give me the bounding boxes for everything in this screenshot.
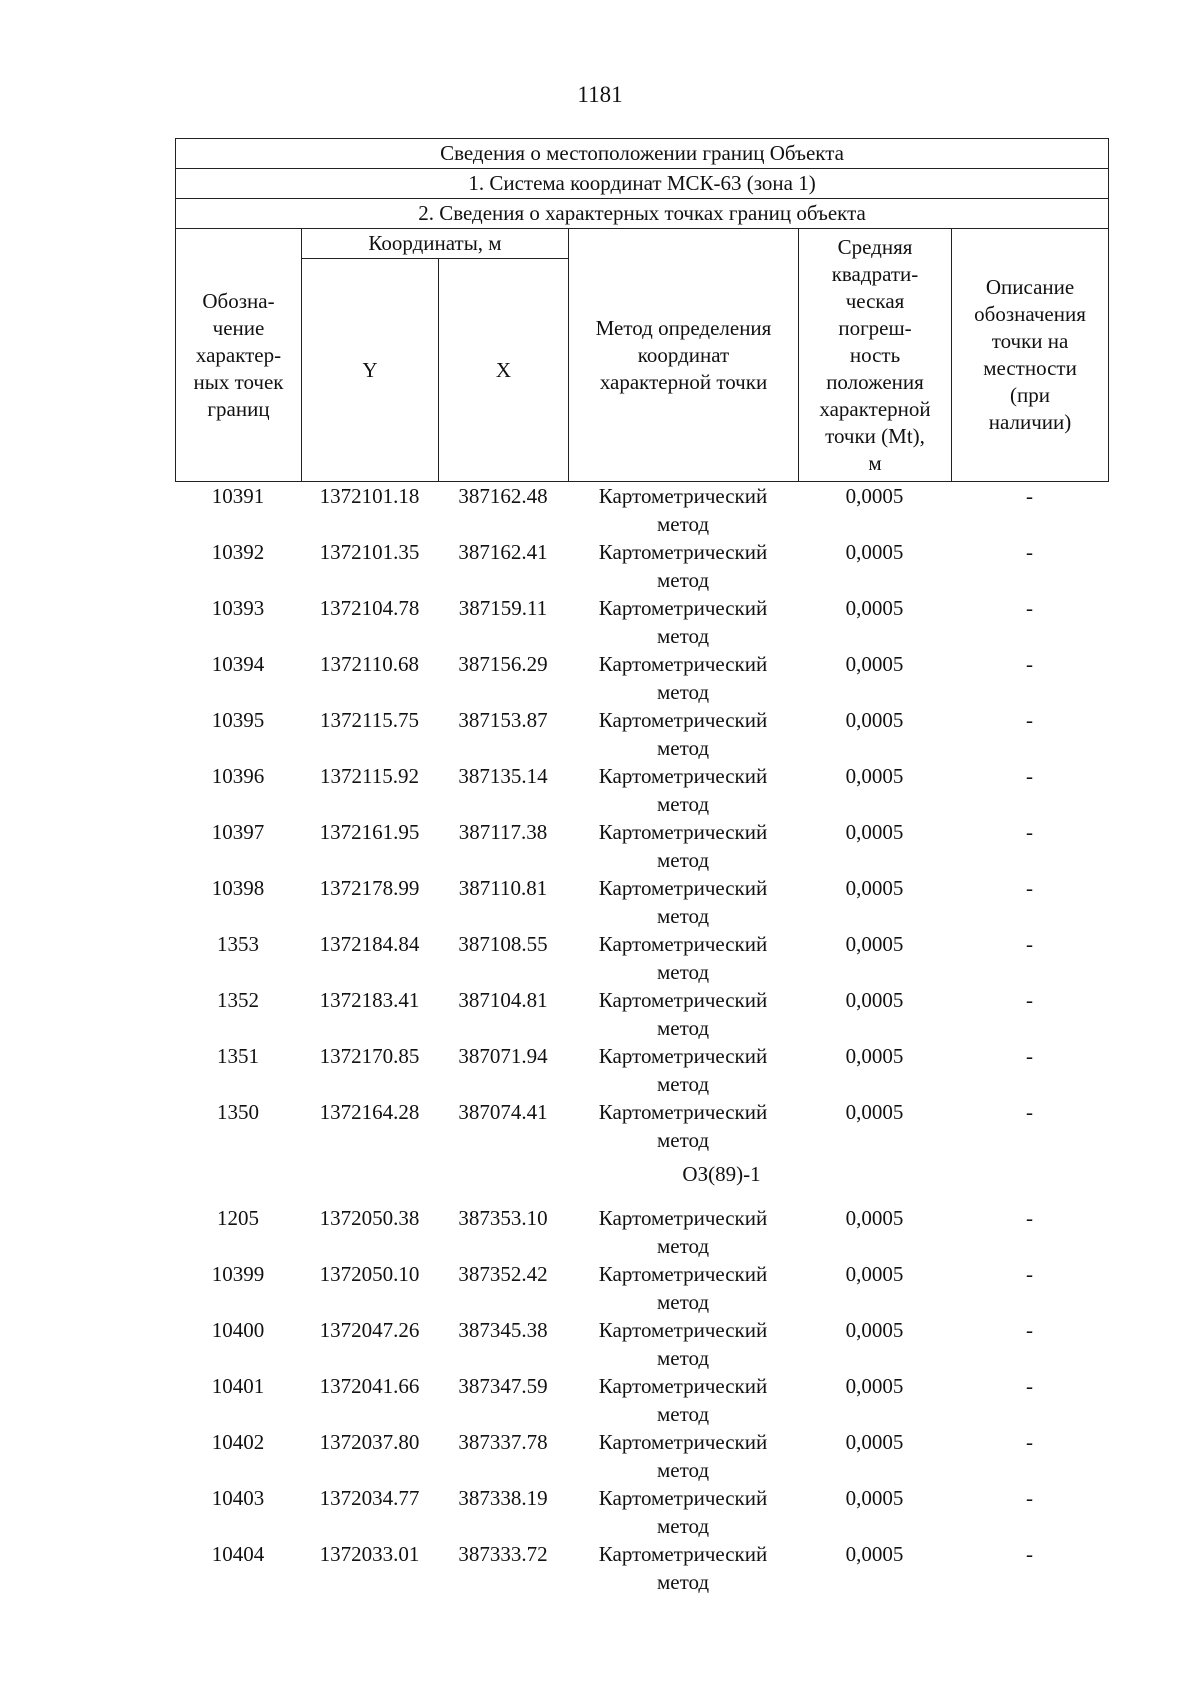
error-header-line: точки (Mt),: [825, 423, 925, 448]
method-cell: [568, 1042, 798, 1098]
error-cell: 0,0005: [845, 652, 904, 676]
coord-x-cell: 387135.14: [458, 764, 548, 788]
table-row: [175, 1316, 1108, 1372]
error-header-line: м: [868, 450, 882, 475]
coord-y-cell: 1372033.01: [319, 1542, 420, 1566]
method-header-line: Метод определения: [595, 315, 772, 340]
error-cell: 0,0005: [845, 764, 904, 788]
method-line: метод: [656, 1234, 710, 1258]
method-cell: [568, 1316, 798, 1372]
method-cell: [568, 874, 798, 930]
error-header-line: квадрати-: [831, 261, 919, 286]
error-header-line: Средняя: [837, 234, 913, 259]
method-header-line: характерной точки: [599, 369, 768, 394]
designation-header-line: ных точек: [193, 369, 284, 394]
method-line: Картометрический: [598, 1044, 768, 1068]
coord-y-cell: 1372183.41: [319, 988, 420, 1012]
point-id-cell: 10400: [211, 1318, 265, 1342]
error-cell: 0,0005: [845, 1044, 904, 1068]
designation-header-line: характер-: [195, 342, 282, 367]
method-line: метод: [656, 680, 710, 704]
point-id-cell: 10402: [211, 1430, 265, 1454]
point-id-cell: 10399: [211, 1262, 265, 1286]
point-id-cell: 10404: [211, 1542, 265, 1566]
method-line: Картометрический: [598, 1486, 768, 1510]
coord-x-cell: 387352.42: [458, 1262, 548, 1286]
method-cell: [568, 1540, 798, 1596]
boundary-table: [175, 138, 1108, 1596]
table-row: [175, 538, 1108, 594]
description-cell: -: [1026, 708, 1033, 732]
designation-header-line: чение: [212, 315, 265, 340]
method-cell: [568, 650, 798, 706]
error-cell: 0,0005: [845, 1100, 904, 1124]
method-cell: [568, 538, 798, 594]
method-line: Картометрический: [598, 876, 768, 900]
method-line: Картометрический: [598, 708, 768, 732]
point-id-cell: 1352: [217, 988, 259, 1012]
description-header-line: местности: [983, 356, 1077, 380]
coord-x-cell: 387353.10: [458, 1206, 548, 1230]
coord-y-cell: 1372161.95: [319, 820, 420, 844]
point-id-cell: 10403: [211, 1486, 265, 1510]
method-line: Картометрический: [598, 988, 768, 1012]
description-cell: -: [1026, 1262, 1033, 1286]
coord-x-cell: 387345.38: [458, 1318, 548, 1342]
description-cell: -: [1026, 652, 1033, 676]
method-line: метод: [656, 1072, 710, 1096]
method-line: метод: [656, 904, 710, 928]
col-designation-header: [176, 229, 302, 482]
coord-y-cell: 1372041.66: [319, 1374, 420, 1398]
col-coords-header: Координаты, м: [302, 229, 569, 259]
section-row: [175, 1154, 1108, 1204]
error-cell: 0,0005: [845, 988, 904, 1012]
designation-header-line: Обозна-: [202, 288, 275, 313]
description-cell: -: [1026, 1542, 1033, 1566]
method-cell: [568, 818, 798, 874]
method-line: метод: [656, 1458, 710, 1482]
coord-y-cell: 1372101.35: [319, 540, 420, 564]
error-cell: 0,0005: [845, 484, 904, 508]
col-y-header: Y: [302, 259, 439, 482]
page-number: 1181: [577, 82, 623, 107]
table-row: [175, 594, 1108, 650]
method-cell: [568, 482, 798, 538]
error-cell: 0,0005: [845, 876, 904, 900]
error-cell: 0,0005: [845, 1206, 904, 1230]
description-cell: -: [1026, 1044, 1033, 1068]
method-line: метод: [656, 1346, 710, 1370]
table-row: [175, 762, 1108, 818]
coord-x-cell: 387159.11: [458, 596, 548, 620]
method-line: Картометрический: [598, 540, 768, 564]
table-row: [175, 1098, 1108, 1154]
table-row: [175, 1204, 1108, 1260]
coord-x-cell: 387110.81: [458, 876, 548, 900]
coord-x-cell: 387071.94: [458, 1044, 548, 1068]
table-row: [175, 706, 1108, 762]
method-cell: [568, 986, 798, 1042]
coord-x-cell: 387074.41: [458, 1100, 548, 1124]
description-cell: -: [1026, 484, 1033, 508]
description-cell: -: [1026, 540, 1033, 564]
table-title: Сведения о местоположении границ Объекта: [176, 139, 1109, 169]
description-header-line: обозначения: [974, 302, 1086, 326]
col-error-header: [799, 229, 952, 482]
point-id-cell: 10395: [211, 708, 265, 732]
method-cell: [568, 594, 798, 650]
method-line: Картометрический: [598, 1206, 768, 1230]
table-body: [175, 482, 1108, 1596]
method-line: метод: [656, 624, 710, 648]
table-row: [175, 650, 1108, 706]
description-cell: -: [1026, 932, 1033, 956]
col-description-header: [952, 229, 1109, 482]
method-line: Картометрический: [598, 1262, 768, 1286]
coord-y-cell: 1372115.92: [320, 764, 419, 788]
point-id-cell: 1351: [217, 1044, 259, 1068]
coord-y-cell: 1372050.10: [319, 1262, 420, 1286]
error-header-line: положения: [826, 369, 924, 394]
description-cell: -: [1026, 820, 1033, 844]
method-cell: [568, 930, 798, 986]
coord-x-cell: 387338.19: [458, 1486, 548, 1510]
method-line: Картометрический: [598, 1374, 768, 1398]
coord-y-cell: 1372110.68: [320, 652, 419, 676]
description-cell: -: [1026, 1430, 1033, 1454]
coord-y-cell: 1372115.75: [320, 708, 419, 732]
table-row: [175, 1484, 1108, 1540]
coord-system-title: 1. Система координат МСК-63 (зона 1): [176, 169, 1109, 199]
table-row: [175, 986, 1108, 1042]
description-header-line: (при: [1010, 383, 1051, 407]
method-cell: [568, 1260, 798, 1316]
point-id-cell: 10393: [211, 596, 265, 620]
coord-x-cell: 387153.87: [458, 708, 548, 732]
point-id-cell: 10391: [211, 484, 265, 508]
method-line: Картометрический: [598, 1318, 768, 1342]
description-header-line: точки на: [991, 329, 1069, 353]
coord-x-cell: 387162.48: [458, 484, 548, 508]
point-id-cell: 10397: [211, 820, 265, 844]
method-line: Картометрический: [598, 652, 768, 676]
coord-x-cell: 387347.59: [458, 1374, 548, 1398]
table-row: [175, 1372, 1108, 1428]
method-line: метод: [656, 1128, 710, 1152]
description-cell: -: [1026, 1206, 1033, 1230]
section-label: ОЗ(89)-1: [682, 1162, 761, 1186]
coord-y-cell: 1372101.18: [319, 484, 420, 508]
description-cell: -: [1026, 1318, 1033, 1342]
table-row: [175, 1428, 1108, 1484]
error-header-line: ность: [849, 342, 901, 367]
description-header-line: Описание: [985, 275, 1075, 299]
method-cell: [568, 1098, 798, 1154]
points-info-title: 2. Сведения о характерных точках границ объекта: [176, 199, 1109, 229]
coord-y-cell: 1372178.99: [319, 876, 420, 900]
method-line: метод: [656, 792, 710, 816]
method-cell: [568, 1204, 798, 1260]
table-row: [175, 1540, 1108, 1596]
method-line: метод: [656, 1016, 710, 1040]
error-cell: 0,0005: [845, 540, 904, 564]
point-id-cell: 10394: [211, 652, 265, 676]
error-cell: 0,0005: [845, 1430, 904, 1454]
col-method-header: [569, 229, 799, 482]
designation-header-line: границ: [207, 396, 270, 421]
description-cell: -: [1026, 988, 1033, 1012]
method-line: метод: [656, 1514, 710, 1538]
error-cell: 0,0005: [845, 932, 904, 956]
coord-y-cell: 1372050.38: [319, 1206, 420, 1230]
table-row: [175, 1042, 1108, 1098]
method-line: метод: [656, 1290, 710, 1314]
coord-y-cell: 1372034.77: [319, 1486, 420, 1510]
point-id-cell: 1205: [217, 1206, 259, 1230]
description-cell: -: [1026, 1486, 1033, 1510]
method-line: Картометрический: [598, 764, 768, 788]
table-header: [175, 138, 1109, 482]
table-row: [175, 874, 1108, 930]
method-line: Картометрический: [598, 1100, 768, 1124]
coord-x-cell: 387104.81: [458, 988, 548, 1012]
point-id-cell: 1353: [217, 932, 259, 956]
method-cell: [568, 1372, 798, 1428]
method-line: Картометрический: [598, 820, 768, 844]
method-line: Картометрический: [598, 1542, 768, 1566]
error-cell: 0,0005: [845, 1486, 904, 1510]
coord-x-cell: 387162.41: [458, 540, 548, 564]
method-cell: [568, 1484, 798, 1540]
method-line: метод: [656, 512, 710, 536]
point-id-cell: 1350: [217, 1100, 259, 1124]
method-line: метод: [656, 1570, 710, 1594]
description-cell: -: [1026, 596, 1033, 620]
method-line: Картометрический: [598, 1430, 768, 1454]
method-cell: [568, 706, 798, 762]
error-cell: 0,0005: [845, 1262, 904, 1286]
method-line: Картометрический: [598, 596, 768, 620]
point-id-cell: 10401: [211, 1374, 265, 1398]
error-cell: 0,0005: [845, 1542, 904, 1566]
point-id-cell: 10398: [211, 876, 265, 900]
table-row: [175, 1260, 1108, 1316]
method-line: метод: [656, 848, 710, 872]
error-cell: 0,0005: [845, 596, 904, 620]
coord-y-cell: 1372047.26: [319, 1318, 420, 1342]
method-line: метод: [656, 1402, 710, 1426]
method-line: метод: [656, 960, 710, 984]
method-line: Картометрический: [598, 932, 768, 956]
description-header-line: наличии): [988, 410, 1072, 434]
col-x-header: X: [439, 259, 569, 482]
error-header-line: ческая: [845, 288, 905, 313]
method-line: метод: [656, 736, 710, 760]
coord-y-cell: 1372104.78: [319, 596, 420, 620]
method-line: метод: [656, 568, 710, 592]
coord-x-cell: 387337.78: [458, 1430, 548, 1454]
description-cell: -: [1026, 876, 1033, 900]
error-cell: 0,0005: [845, 708, 904, 732]
error-header-line: характерной: [819, 396, 931, 421]
coord-x-cell: 387333.72: [458, 1542, 548, 1566]
table-row: [175, 930, 1108, 986]
coord-x-cell: 387117.38: [458, 820, 548, 844]
point-id-cell: 10396: [211, 764, 265, 788]
error-header-line: погреш-: [838, 315, 912, 340]
coord-y-cell: 1372170.85: [319, 1044, 420, 1068]
method-cell: [568, 1428, 798, 1484]
description-cell: -: [1026, 1100, 1033, 1124]
coord-y-cell: 1372037.80: [319, 1430, 420, 1454]
coord-x-cell: 387108.55: [458, 932, 548, 956]
description-cell: -: [1026, 764, 1033, 788]
point-id-cell: 10392: [211, 540, 265, 564]
coord-y-cell: 1372184.84: [319, 932, 420, 956]
description-cell: -: [1026, 1374, 1033, 1398]
error-cell: 0,0005: [845, 1318, 904, 1342]
coord-y-cell: 1372164.28: [319, 1100, 420, 1124]
table-row: [175, 818, 1108, 874]
coord-x-cell: 387156.29: [458, 652, 548, 676]
table-row: [175, 482, 1108, 538]
error-cell: 0,0005: [845, 1374, 904, 1398]
error-cell: 0,0005: [845, 820, 904, 844]
method-cell: [568, 762, 798, 818]
method-line: Картометрический: [598, 484, 768, 508]
method-header-line: координат: [637, 342, 730, 367]
